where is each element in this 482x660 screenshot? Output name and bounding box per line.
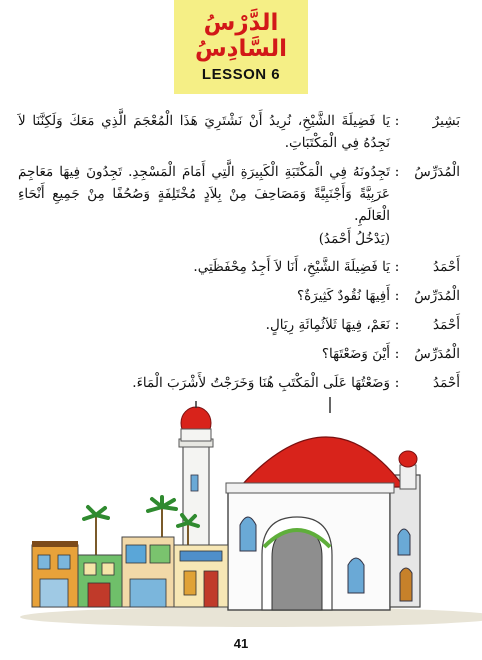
colon: :	[394, 164, 400, 180]
dialogue-line	[18, 110, 460, 154]
speech-text: نَعَمْ، فِيهَا ثَلاَثُمِائَةِ رِيَالٍ.	[265, 317, 390, 333]
speech-text: يَا فَضِيلَةَ الشَّيْخِ، نُرِيدُ أَنْ نَشْتَرِيَ هَذَا الْمُعْجَمَ الَّذِي مَعَكَ وَلَكِنَّنَا لاَ نَجِدُهُ فِي الْمَكْتَبَاتِ.	[18, 113, 390, 151]
dialogue	[18, 110, 460, 401]
lesson-title-english: LESSON 6	[201, 66, 281, 83]
speaker-name: أَحْمَدُ	[433, 375, 460, 391]
speech-text: وَضَعْتُهَا عَلَى الْمَكْتَبِ هُنَا وَخَرَجْتُ لأَشْرَبَ الْمَاءَ.	[132, 375, 390, 391]
speaker-name: الْمُدَرِّسُ	[414, 346, 460, 362]
mosque-building	[226, 397, 420, 610]
mosque-town-illustration	[0, 395, 482, 630]
stage-direction: (يَدْخُلُ أَحْمَدُ)	[318, 231, 390, 247]
colon: :	[394, 259, 400, 275]
colon: :	[394, 346, 400, 362]
speaker-name: أَحْمَدُ	[433, 317, 460, 333]
speech-text: أَفِيهَا نُقُودٌ كَثِيرَةٌ؟	[296, 288, 390, 304]
speech-text: يَا فَضِيلَةَ الشَّيْخِ، أَنَا لاَ أَجِدُ مِحْفَظَتِي.	[193, 259, 390, 275]
speaker-name: بَشِيرٌ	[432, 113, 460, 129]
dialogue-line	[18, 314, 460, 336]
shops	[32, 537, 228, 607]
colon: :	[394, 288, 400, 304]
lesson-title-arabic: الدَّرْسُ السَّادِسُ	[194, 10, 288, 62]
dialogue-line	[18, 372, 460, 394]
speech-text: أَيْنَ وَضَعْتَهَا؟	[321, 346, 390, 362]
speaker-name: الْمُدَرِّسُ	[414, 164, 460, 180]
lesson-title-box	[174, 0, 308, 94]
colon: :	[394, 113, 400, 129]
speaker-name: أَحْمَدُ	[433, 259, 460, 275]
speaker-name: الْمُدَرِّسُ	[414, 288, 460, 304]
page-number: 41	[233, 636, 249, 651]
colon: :	[394, 375, 400, 391]
dialogue-line	[18, 343, 460, 365]
colon: :	[394, 317, 400, 333]
dialogue-line	[18, 161, 460, 227]
turret	[399, 451, 417, 489]
speech-text: تَجِدُونَهُ فِي الْمَكْتَبَةِ الْكَبِيرَةِ الَّتِي أَمَامَ الْمَسْجِدِ. تَجِدُونَ فِيهَا مَعَاجِمَ عَرَبِيَّةً وَأَجْنَبِيَّةً وَمَصَاحِفَ مِنْ بِلاَدٍ مُخْتَلِفَةٍ وَصُحُفًا مِنْ جَمِيعِ أَنْحَاءِ الْعَالَمِ.	[18, 164, 390, 224]
dialogue-line	[18, 256, 460, 278]
dialogue-line	[18, 285, 460, 307]
